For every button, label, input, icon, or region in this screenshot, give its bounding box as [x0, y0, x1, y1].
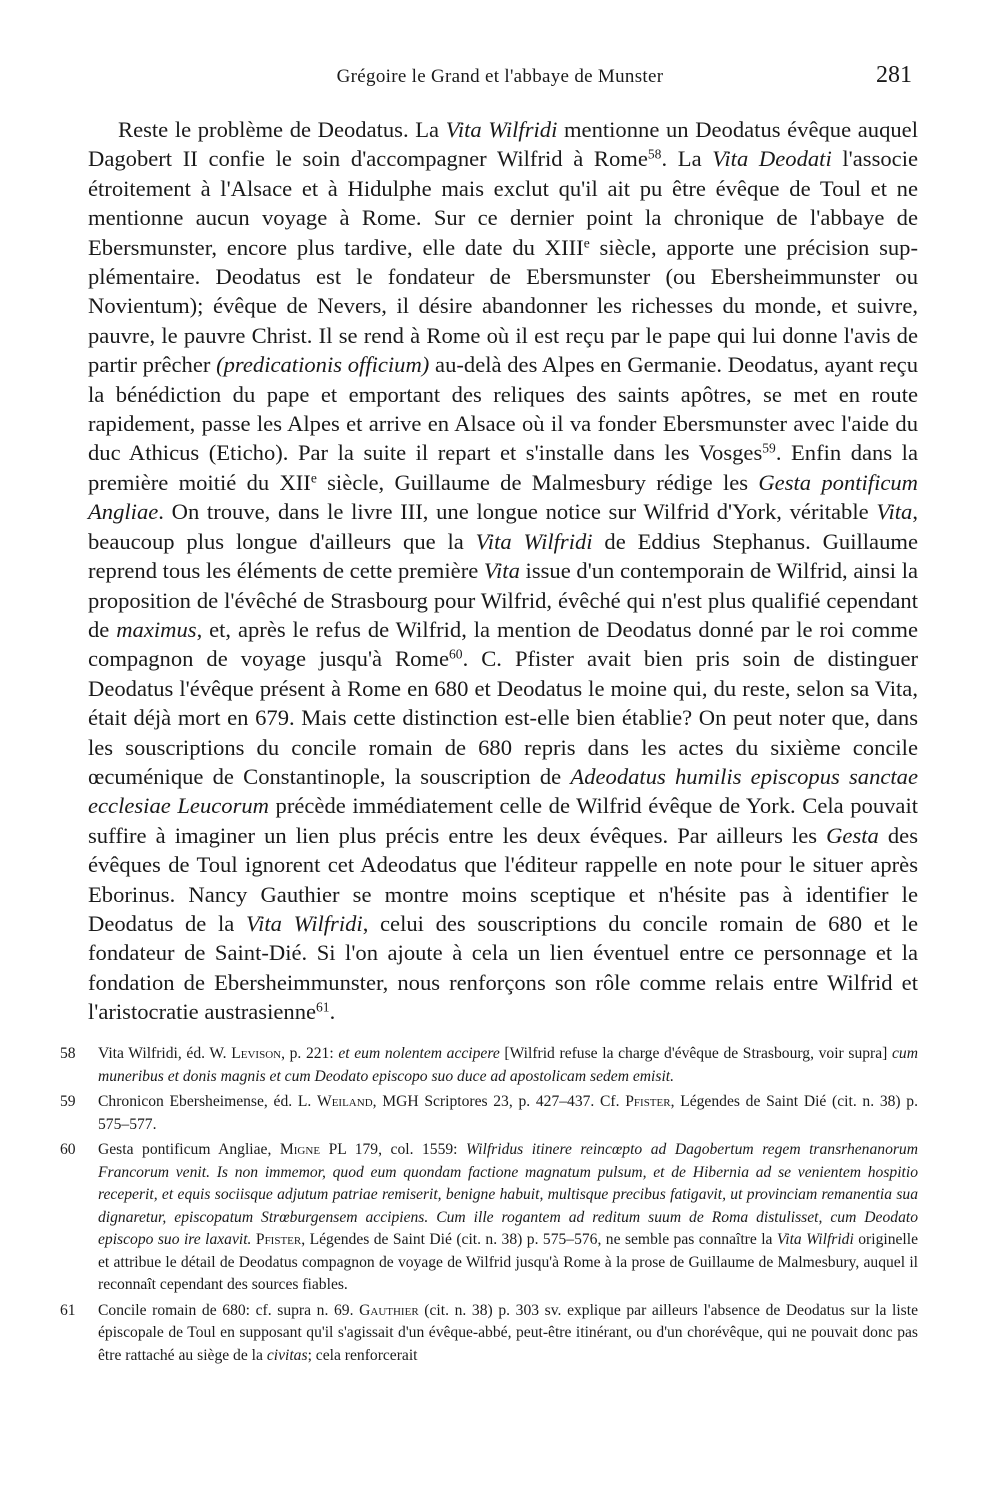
- italic-text: Vita: [876, 499, 913, 525]
- running-title: Grégoire le Grand et l'abbaye de Munster: [336, 66, 664, 87]
- text-run: PL 179, col. 1559:: [320, 1141, 467, 1158]
- main-text: [88, 115, 918, 1027]
- text-run: , beaucoup plus longue d'ailleurs que la: [88, 499, 918, 554]
- note-reference: e: [583, 235, 590, 251]
- author-name: Levison: [231, 1045, 282, 1062]
- text-run: Vita Wilfridi, éd. W.: [98, 1045, 232, 1062]
- italic-text: Gesta: [826, 822, 879, 848]
- italic-text: (predicationis officium): [216, 352, 430, 378]
- text-run: , Légendes de Saint Dié (cit. n. 38) p. 575–577.: [98, 1093, 918, 1133]
- footnote-60: [60, 1139, 918, 1297]
- italic-text: Wilfridus itinere reincœpto ad Dagobertum regem transrhenanorum Francorum venit. Is non immemor, quod eum quondam factione magnatum pulsum, et de Hibernia ad se venientem hospitio receperit, et equis sociisque adjutum patriae remiserit, benigne habuit, multisque precibus fatigavit, ut provinciam remanentia sua dignaretur, episcopatum Strœburgensem accipiens. Cum ille rogantem ad reditum suum de Roma distulisset, cum Deodato episcopo suo ire laxavit.: [98, 1141, 918, 1248]
- footnote-number: 60: [60, 1141, 76, 1158]
- italic-text: Vita Wilfridi: [245, 910, 363, 936]
- note-reference: 58: [647, 146, 662, 162]
- text-run: Chronicon Ebersheimense, éd. L.: [98, 1093, 317, 1110]
- text-run: [Wilfrid refuse la charge d'évêque de Strasbourg, voir supra]: [499, 1045, 892, 1062]
- text-run: Gesta pontificum Angliae,: [98, 1141, 280, 1158]
- footnote-text: [98, 1093, 918, 1133]
- text-run: , celui des souscriptions du concile romain de 680 et le fondateur de Saint-Dié. Si l'on ajoute à cela un lien éventuel entre ce personnage et la fondation de Ebersheimmunster, nous renforçons son rôle comme relais entre Wilfrid et l'aristocratie austrasienne: [88, 910, 918, 1025]
- note-reference: 60: [449, 646, 463, 662]
- page-header: [88, 62, 912, 92]
- author-name: Gauthier: [359, 1301, 419, 1319]
- text-run: . La: [661, 146, 713, 172]
- italic-text: Vita Wilfridi: [475, 528, 593, 554]
- text-run: issue d'un contemporain de Wilfrid, ainsi la proposition de l'évêché de Strasbourg pour Wilfrid, évêché qui n'est plus qualifié cependant de: [88, 558, 918, 642]
- text-run: . On trouve, dans le livre III, une longue notice sur Wilfrid d'York, véritable: [158, 499, 877, 525]
- text-run: précède immédiatement celle de Wilfrid évêque de York. Cela pouvait suffire à imaginer un lien plus précis entre les deux évêques. Par ailleurs les: [88, 793, 918, 848]
- text-run: siècle, Guillaume de Malmesbury rédige les: [316, 469, 759, 495]
- text-run: l'associe étroitement à l'Alsace et à Hidulphe mais exclut qu'il ait pu être évêque de Toul et ne mentionne aucun voyage à Rome. Sur ce dernier point la chronique de l'abbaye de Ebersmunster, encore plus tardive, elle date du XIII: [88, 146, 918, 260]
- text-run: , MGH Scriptores 23, p. 427–437. Cf.: [372, 1093, 626, 1110]
- footnote-61: [60, 1300, 918, 1368]
- italic-text: Vita Deodati: [712, 146, 832, 172]
- italic-text: cum muneribus et donis magnis et cum Deodato episcopo suo duce ad apostolicam sedem emisit.: [98, 1045, 918, 1085]
- body-paragraph: [88, 115, 918, 1027]
- footnote-text: [98, 1045, 918, 1085]
- footnote-number: 58: [60, 1045, 76, 1062]
- page-number: 281: [876, 62, 912, 88]
- italic-text: et eum nolentem accipere: [338, 1045, 500, 1062]
- text-run: (cit. n. 38) p. 303 sv. explique par ailleurs l'absence de Deodatus sur la liste épiscopale de Toul en supposant qu'il s'agissait d'un évêque-abbé, peut-être itinérant, ou d'un chorévêque, qui ne pouvait donc pas être rattaché au siège de la: [98, 1301, 918, 1364]
- text-run: . C. Pfister avait bien pris soin de distinguer Deodatus l'évêque présent à Rome en 680 et Deodatus le moine qui, du reste, selon sa Vita, était déjà mort en 679. Mais cette distinction est-elle bien établie? On peut noter que, dans les souscriptions du concile romain de 680 repris dans les actes du sixième concile œcuménique de Constantinople, la souscription de: [88, 646, 919, 789]
- italic-text: Gesta pontificum Angliae: [88, 469, 918, 525]
- footnotes: [60, 1043, 918, 1370]
- footnote-text: [98, 1302, 918, 1364]
- italic-text: Vita: [483, 558, 520, 584]
- footnote-text: [98, 1141, 918, 1293]
- footnote-59: [60, 1091, 918, 1136]
- note-reference: e: [310, 470, 317, 486]
- text-run: ; cela renforcerait: [307, 1346, 418, 1364]
- author-name: Weiland: [316, 1093, 373, 1110]
- text-run: mentionne un Deodatus évêque auquel Dagobert II confie le soin d'accompagner Wilfrid à Rome: [88, 117, 918, 172]
- italic-text: civitas: [266, 1346, 308, 1364]
- text-run: originelle et attribue le détail de Deodatus compagnon de voyage de Wilfrid jusqu'à Rome à la prose de Guillaume de Malmesbury, auquel il reconnaît cependant des sources fiables.: [98, 1231, 918, 1293]
- footnote-58: [60, 1043, 918, 1088]
- italic-text: Vita Wilfridi: [776, 1231, 854, 1248]
- author-name: Pfister: [625, 1093, 671, 1110]
- text-run: au-delà des Alpes en Germanie. Deodatus, ayant reçu la bénédiction du pape et emportant des reliques des saints apôtres, se met en route rapidement, passe les Alpes et arrive en Alsace où il va fonder Ebersmunster avec l'aide du duc Athicus (Eticho). Par la suite il repart et s'installe dans les Vosges: [88, 352, 919, 466]
- author-name: Migne: [279, 1141, 321, 1158]
- text-run: , et, après le refus de Wilfrid, la mention de Deodatus donné par le roi comme compagnon de voyage jusqu'à Rome: [88, 616, 918, 672]
- text-run: . Enfin dans la première moitié du XII: [88, 440, 918, 495]
- text-run: siècle, apporte une précision supplémentaire. Deodatus est le fondateur de Ebersmunster (ou Ebersheimmunster ou Novientum); évêque de Nevers, il désire abandonner les richesses du monde, et suivre, pauvre, le pauvre Christ. Il se rend à Rome où il est reçu par le pape qui lui donne l'avis de partir prêcher: [88, 234, 918, 378]
- italic-text: Vita Wilfridi: [445, 117, 558, 142]
- text-run: .: [329, 999, 336, 1025]
- text-run: de Eddius Stephanus. Guillaume reprend tous les éléments de cette première: [88, 528, 918, 584]
- author-name: Pfister: [255, 1231, 302, 1248]
- note-reference: 59: [762, 441, 776, 457]
- footnote-number: 59: [60, 1093, 76, 1110]
- text-run: Concile romain de 680: cf. supra n. 69.: [98, 1301, 360, 1319]
- italic-text: Adeodatus humilis episcopus sanctae ecclesiae Leucorum: [88, 763, 918, 819]
- text-run: des évêques de Toul ignorent cet Adeodatus que l'éditeur rappelle en note pour le situer après Eborinus. Nancy Gauthier se montre moins sceptique et n'hésite pas à identifier le Deodatus de la: [88, 822, 918, 936]
- text-run: Reste le problème de Deodatus. La: [118, 117, 446, 142]
- text-run: , Légendes de Saint Dié (cit. n. 38) p. 575–576, ne semble pas connaître la: [301, 1231, 777, 1248]
- note-reference: 61: [316, 999, 330, 1015]
- text-run: , p. 221:: [281, 1045, 339, 1062]
- footnote-number: 61: [60, 1301, 76, 1319]
- italic-text: maximus: [116, 616, 197, 642]
